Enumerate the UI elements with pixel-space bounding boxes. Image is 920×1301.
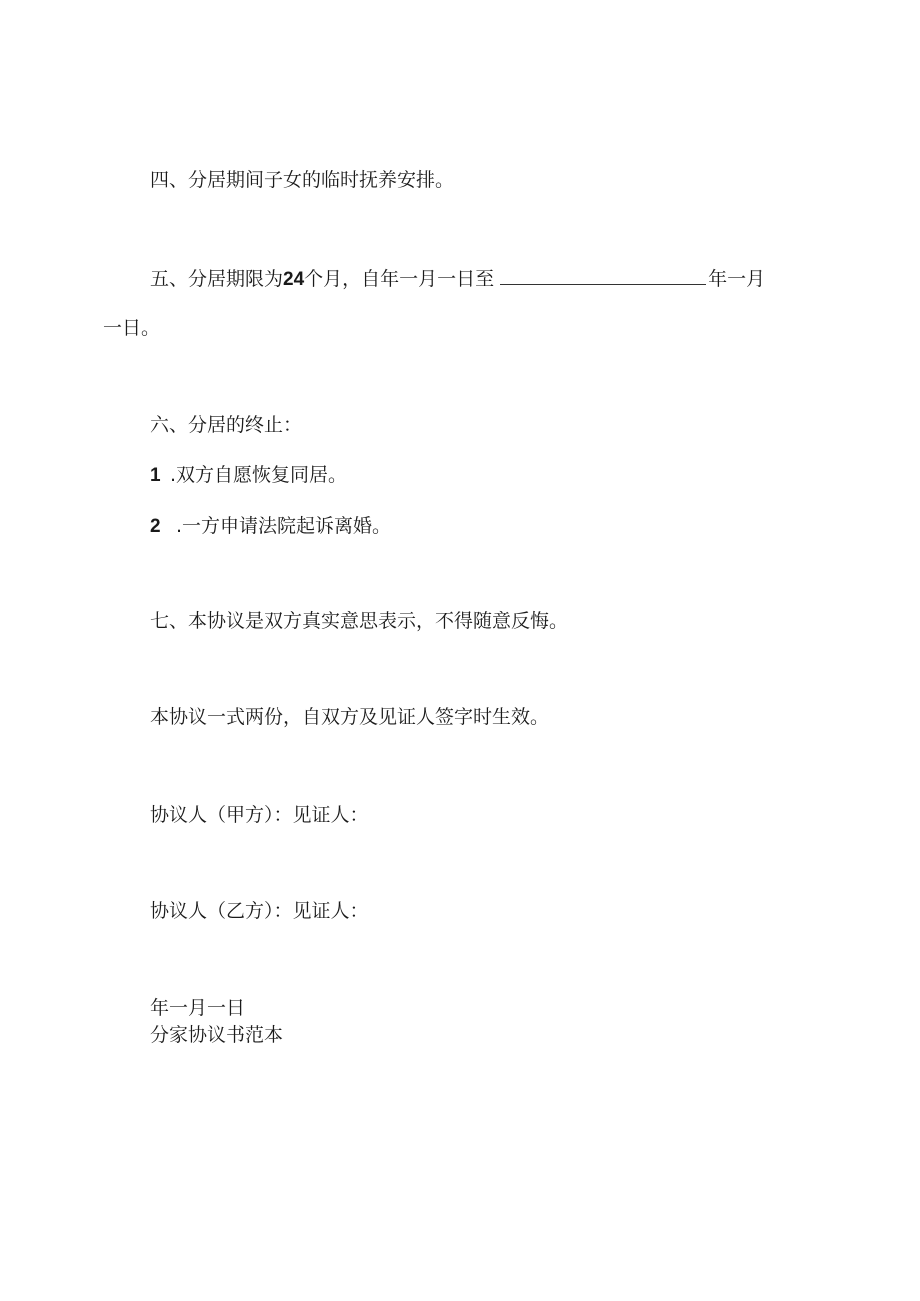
footer-title: 分家协议书范本 xyxy=(150,1024,284,1046)
clause-5-months: 24 xyxy=(283,269,305,290)
clause-6-item-1 xyxy=(150,463,347,488)
signature-party-b: 协议人（乙方）：见证人： xyxy=(150,900,369,922)
clause-7: 七、本协议是双方真实意思表示，不得随意反悔。 xyxy=(150,610,569,632)
clause-5-middle: 个月，自年一月一日至 xyxy=(304,268,495,290)
clause-6-heading: 六、分居的终止： xyxy=(150,414,303,436)
signature-party-a: 协议人（甲方）：见证人： xyxy=(150,804,369,826)
clause-5-prefix: 五、分居期限为 xyxy=(150,268,284,290)
signing-date: 年一月一日 xyxy=(150,997,246,1019)
clause-5-after-blank: 年一月 xyxy=(708,268,766,290)
effect-statement: 本协议一式两份，自双方及见证人签字时生效。 xyxy=(150,706,550,728)
date-blank-line xyxy=(500,266,706,285)
item-number: 2 xyxy=(150,516,161,537)
clause-4: 四、分居期间子女的临时抚养安排。 xyxy=(150,169,455,191)
clause-6-item-2 xyxy=(150,514,391,539)
item-text: .双方自愿恢复同居。 xyxy=(170,464,348,486)
item-number: 1 xyxy=(150,465,161,486)
item-text: .一方申请法院起诉离婚。 xyxy=(176,515,392,537)
clause-5-continuation: 一日。 xyxy=(103,317,161,339)
clause-5 xyxy=(150,266,765,292)
